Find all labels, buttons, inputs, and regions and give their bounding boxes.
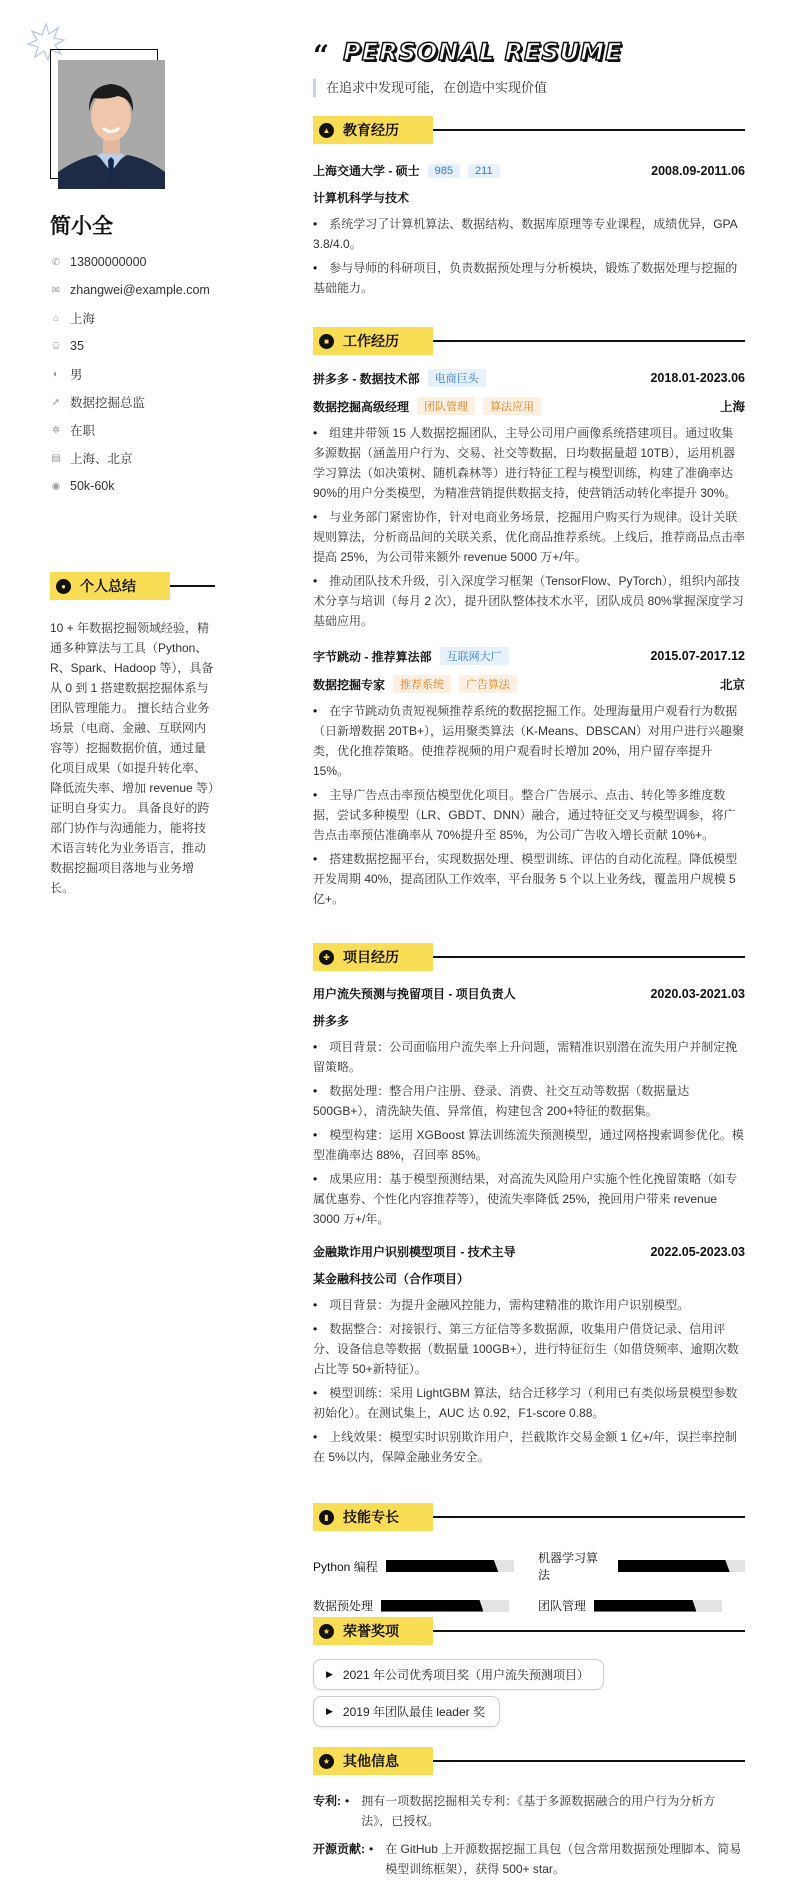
job-location: 北京 (719, 678, 745, 692)
info-status (50, 416, 210, 444)
mail-icon: ✉ (51, 284, 61, 296)
skill-fill (381, 1600, 483, 1612)
info-value: 男 (70, 368, 83, 382)
work-section-header (313, 327, 745, 355)
info-value: 在职 (70, 424, 96, 438)
job-bullet: • 推动团队技术升级，引入深度学习框架（TensorFlow、PyTorch），组织内部技术分享与培训（每月 2 次），提升团队整体技术水平，团队成员 80%掌握深度学习基础应用。 (313, 571, 745, 631)
other-text: 拥有一项数据挖掘相关专利：《基于多源数据融合的用户行为分析方法》，已授权。 (361, 1794, 716, 1828)
award-item[interactable] (313, 1696, 500, 1727)
education-bullet: • 参与导师的科研项目，负责数据预处理与分析模块，锻炼了数据处理与挖掘的基础能力。 (313, 258, 745, 298)
section-tag (313, 327, 433, 355)
project-bullet: • 数据处理：整合用户注册、登录、消费、社交互动等数据（数据量达 500GB+），清洗缺失值、异常值，构建包含 200+特征的数据集。 (313, 1081, 745, 1121)
quote-mark-icon: “ (313, 39, 330, 72)
section-tag (50, 572, 170, 600)
info-salary (50, 472, 210, 500)
skills-section-header (313, 1503, 745, 1531)
awards-section (313, 1617, 745, 1727)
page-title: PERSONAL RESUME (343, 38, 623, 66)
skill-bar (618, 1560, 745, 1572)
project-bullet: • 数据整合：对接银行、第三方征信等多数据源，收集用户借贷记录、信用评分、设备信息等数据（数据量 100GB+），进行特征衍生（如借贷频率、逾期次数占比等 50+新特征）。 (313, 1319, 745, 1379)
section-divider (433, 956, 745, 958)
role-badge: 团队管理 (417, 397, 475, 415)
project-entry (313, 985, 745, 1229)
project-org: 拼多多 (313, 1014, 350, 1028)
section-divider (433, 129, 745, 131)
section-divider (433, 340, 745, 342)
education-date: 2008.09-2011.06 (651, 163, 745, 178)
job-role: 数据挖掘高级经理 (313, 399, 410, 414)
gender-icon: ◐ (52, 368, 60, 380)
motto: 在追求中发现可能，在创造中实现价值 (313, 79, 547, 97)
info-cities (50, 444, 210, 472)
section-tag (313, 943, 433, 971)
projects-section (313, 943, 745, 1471)
job-entry (313, 369, 745, 631)
project-date: 2020.03-2021.03 (650, 986, 745, 1001)
award-text: 2019 年团队最佳 leader 奖 (342, 1705, 485, 1719)
skill-bar (594, 1600, 722, 1612)
skill-name: Python 编程 (313, 1559, 378, 1574)
section-divider (433, 1630, 745, 1632)
status-icon: ✲ (51, 424, 61, 436)
other-label: 开源贡献: (313, 1842, 365, 1856)
phone-icon: ✆ (51, 256, 61, 268)
project-bullet: • 成果应用：基于模型预测结果，对高流失风险用户实施个性化挽留策略（如专属优惠券、个性化内容推荐等），使流失率降低 25%，挽回用户带来 revenue 3000 万+/年。 (313, 1169, 745, 1229)
role-badge: 算法应用 (483, 397, 541, 415)
info-icon: ★ (319, 1754, 334, 1769)
skill-bar (381, 1600, 509, 1612)
bullet-dot: • (345, 1794, 350, 1808)
skill-bar (386, 1560, 514, 1572)
education-bullet: • 系统学习了计算机算法、数据结构、数据库原理等专业课程，成绩优异，GPA 3.8/4.0。 (313, 214, 745, 254)
salary-icon: ◉ (51, 480, 61, 492)
contact-info-list (50, 248, 210, 500)
project-bullet: • 模型训练：采用 LightGBM 算法，结合迁移学习（利用已有类似场景模型参数初始化）。在测试集上，AUC 达 0.92，F1-score 0.88。 (313, 1383, 745, 1423)
job-entry (313, 647, 745, 909)
briefcase-icon: ■ (319, 334, 334, 349)
job-role: 数据挖掘专家 (313, 677, 386, 692)
send-icon: ➚ (51, 396, 61, 408)
project-bullet: • 模型构建：运用 XGBoost 算法训练流失预测模型，通过网格搜索调参优化。模型准确率达 88%，召回率 85%。 (313, 1125, 745, 1165)
major: 计算机科学与技术 (313, 191, 410, 205)
info-value: 数据挖掘总监 (70, 396, 146, 410)
candidate-name: 简小全 (50, 215, 113, 238)
other-item-patent (313, 1791, 745, 1831)
section-title: 项目经历 (343, 949, 399, 965)
award-text: 2021 年公司优秀项目奖（用户流失预测项目） (342, 1668, 589, 1682)
role-badge: 广告算法 (459, 675, 517, 693)
skill-item (313, 1549, 520, 1583)
education-section (313, 116, 745, 302)
job-location: 上海 (719, 400, 745, 414)
awards-section-header (313, 1617, 745, 1645)
project-title: 金融欺诈用户识别模型项目 - 技术主导 (313, 1245, 516, 1259)
resume-title (313, 34, 623, 70)
info-age (50, 332, 210, 360)
section-divider (170, 585, 215, 587)
project-title: 用户流失预测与挽留项目 - 项目负责人 (313, 987, 516, 1001)
info-phone (50, 248, 210, 276)
company-name: 拼多多 - 数据技术部 (313, 371, 420, 386)
other-item-opensource (313, 1839, 745, 1879)
section-divider (433, 1516, 745, 1518)
job-bullet: • 主导广告点击率预估模型优化项目。整合广告展示、点击、转化等多维度数据，尝试多种模型（LR、GBDT、DNN）融合，通过特征交叉与模型调参，将广告点击率预估准确率从 70%提升至 85%，为公司广告收入增长贡献 10%+。 (313, 785, 745, 845)
other-text: 在 GitHub 上开源数据挖掘工具包（包含常用数据预处理脚本、简易模型训练框架），获得 500+ star。 (385, 1842, 742, 1876)
job-bullet: • 与业务部门紧密协作，针对电商业务场景，挖掘用户购买行为规律。设计关联规则算法，分析商品间的关联关系，优化商品推荐系统。上线后，推荐商品点击率提高 25%，为公司带来额外 revenue 5000 万+/年。 (313, 507, 745, 567)
section-title: 个人总结 (80, 578, 136, 594)
work-section (313, 327, 745, 913)
award-item[interactable] (313, 1659, 604, 1690)
grid-icon: ✚ (319, 950, 334, 965)
building-icon: ▤ (51, 452, 61, 464)
job-date: 2015.07-2017.12 (650, 649, 745, 663)
info-email (50, 276, 210, 304)
company-badge: 电商巨头 (428, 369, 486, 387)
project-bullet: • 上线效果：模型实时识别欺诈用户，拦截欺诈交易金额 1 亿+/年，误拦率控制在 5%以内，保障金融业务安全。 (313, 1427, 745, 1467)
school-name: 上海交通大学 - 硕士 (313, 164, 420, 178)
skill-fill (594, 1600, 696, 1612)
skills-section (313, 1503, 745, 1614)
job-bullet: • 组建并带领 15 人数据挖掘团队，主导公司用户画像系统搭建项目。通过收集多源数据（涵盖用户行为、交易、社交等数据，日均数据量超 10TB），运用机器学习算法（如决策树、随机森林等）进行特征工程与模型训练，构建了准确率达 90%的用户分类模型，为精准营销提供数据支持，使营销活动转化率提升 30%。 (313, 423, 745, 503)
section-title: 教育经历 (343, 122, 399, 138)
badge-211: 211 (468, 164, 500, 178)
info-value: 上海 (70, 312, 96, 326)
other-label: 专利: (313, 1794, 341, 1808)
projects-section-header (313, 943, 745, 971)
summary-text: 10 + 年数据挖掘领域经验，精通多种算法与工具（Python、R、Spark、Hadoop 等），具备从 0 到 1 搭建数据挖掘体系与团队管理能力。 擅长结合业务场景（电商、金融、互联网内容等）挖掘数据价值，通过量化项目成果（如提升转化率、降低流失率、增加 revenue 等）证明自身实力。 具备良好的跨部门协作与沟通能力，能将技术语言转化为业务语言，推动数据挖掘项目落地与业务增长。 (50, 621, 215, 895)
section-title: 其他信息 (343, 1753, 399, 1769)
person-icon: ● (56, 579, 71, 594)
project-bullet: • 项目背景：公司面临用户流失率上升问题，需精准识别潜在流失用户并制定挽留策略。 (313, 1037, 745, 1077)
graduation-cap-icon: ▲ (319, 123, 334, 138)
project-bullet: • 项目背景：为提升金融风控能力，需构建精准的欺诈用户识别模型。 (313, 1295, 745, 1315)
project-org: 某金融科技公司（合作项目） (313, 1272, 470, 1286)
triangle-right-icon: ▶ (326, 1669, 333, 1679)
section-title: 工作经历 (343, 333, 399, 349)
badge-985: 985 (428, 164, 460, 178)
info-gender (50, 360, 210, 388)
skill-fill (386, 1560, 499, 1572)
skill-fill (618, 1560, 730, 1572)
section-title: 技能专长 (343, 1509, 399, 1525)
other-section (313, 1747, 745, 1879)
skill-name: 团队管理 (538, 1599, 587, 1613)
job-bullet: • 搭建数据挖掘平台，实现数据处理、模型训练、评估的自动化流程。降低模型开发周期 40%，提高团队工作效率，平台服务 5 个以上业务线，覆盖用户规模 5 亿+。 (313, 849, 745, 909)
skill-item (313, 1597, 520, 1614)
other-section-header (313, 1747, 745, 1775)
job-date: 2018.01-2023.06 (650, 371, 745, 385)
bar-chart-icon: ▮ (319, 1510, 334, 1525)
cake-icon: ⌸ (53, 340, 59, 352)
company-badge: 互联网大厂 (440, 647, 509, 665)
info-position (50, 388, 210, 416)
section-tag (313, 1503, 433, 1531)
info-value: 13800000000 (70, 255, 147, 269)
award-icon: ★ (319, 1624, 334, 1639)
info-location (50, 304, 210, 332)
info-value: 35 (70, 339, 84, 353)
summary-section-header (50, 572, 215, 600)
triangle-right-icon: ▶ (326, 1706, 333, 1716)
bullet-dot: • (369, 1842, 374, 1856)
section-title: 荣誉奖项 (343, 1623, 399, 1639)
skill-name: 数据预处理 (313, 1599, 374, 1613)
role-badge: 推荐系统 (393, 675, 451, 693)
job-bullet: • 在字节跳动负责短视频推荐系统的数据挖掘工作。处理海量用户观看行为数据（日新增数据 20TB+），运用聚类算法（K-Means、DBSCAN）对用户进行兴趣聚类，优化推荐策略。使推荐视频的用户观看时长增加 20%，用户留存率提升 15%。 (313, 701, 745, 781)
skill-item (538, 1597, 745, 1614)
home-icon: ⌂ (52, 312, 60, 324)
section-tag (313, 116, 433, 144)
company-name: 字节跳动 - 推荐算法部 (313, 649, 432, 664)
info-value: 上海、北京 (70, 452, 133, 466)
section-divider (433, 1760, 745, 1762)
education-section-header (313, 116, 745, 144)
skill-name: 机器学习算法 (538, 1551, 599, 1582)
avatar (58, 60, 165, 189)
skill-item (538, 1549, 745, 1583)
section-tag (313, 1617, 433, 1645)
info-value: zhangwei@example.com (70, 283, 210, 297)
info-value: 50k-60k (70, 479, 115, 493)
section-tag (313, 1747, 433, 1775)
project-entry (313, 1243, 745, 1467)
project-date: 2022.05-2023.03 (650, 1244, 745, 1259)
